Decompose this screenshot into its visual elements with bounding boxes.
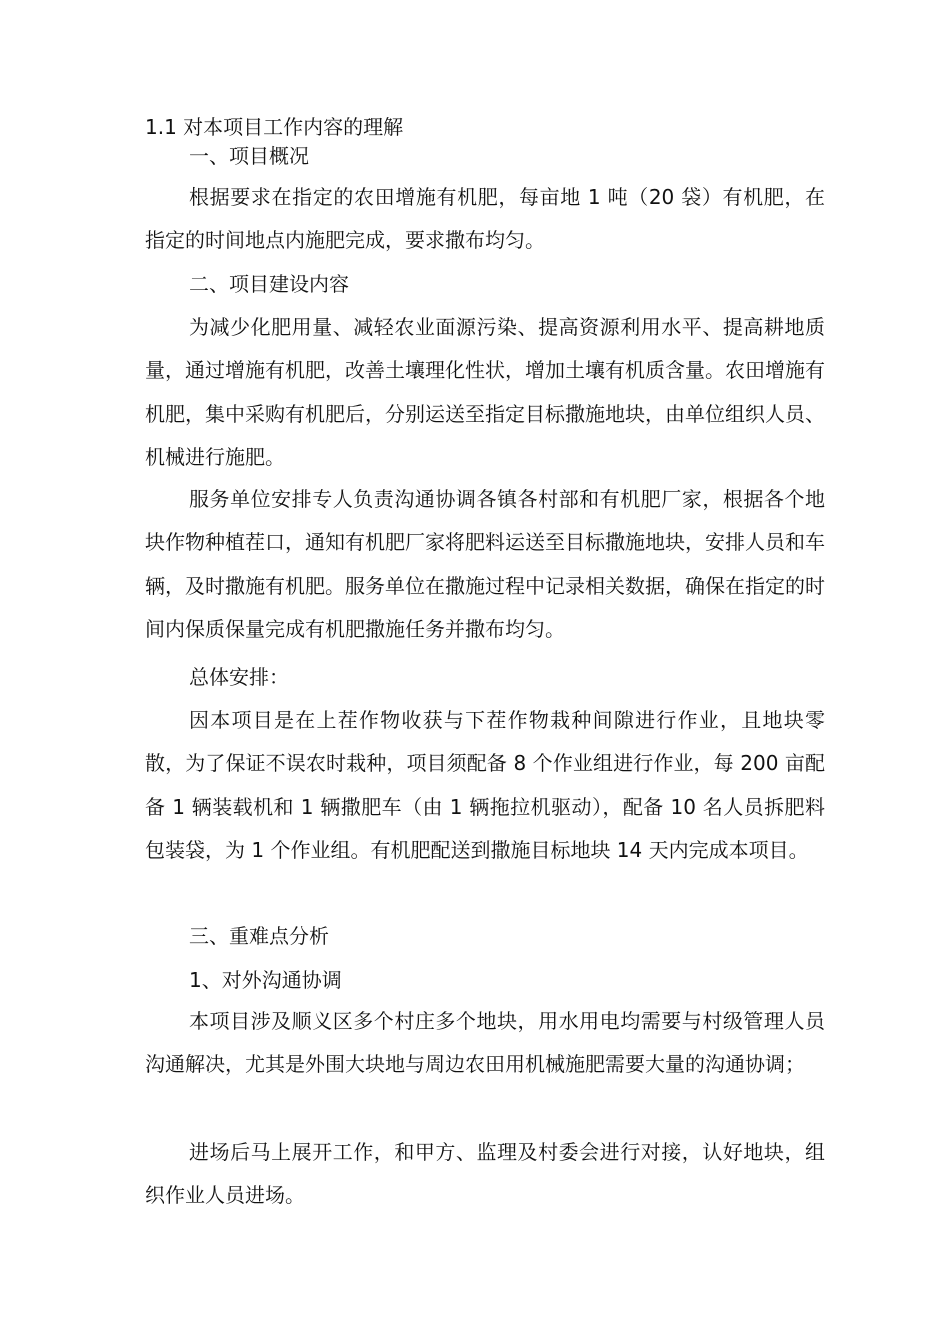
paragraph-site-entry: 进场后马上展开工作，和甲方、监理及村委会进行对接，认好地块，组织作业人员进场。: [145, 1140, 825, 1208]
heading-external-coordination: 1、对外沟通协调: [189, 968, 342, 992]
paragraph-construction-purpose: 为减少化肥用量、减轻农业面源污染、提高资源利用水平、提高耕地质量，通过增施有机肥，改善土壤理化性状，增加土壤有机质含量。农田增施有机肥，集中采购有机肥后，分别运送至指定目标撒施地块，由单位组织人员、机械进行施肥。: [145, 315, 825, 469]
heading-construction-content: 二、项目建设内容: [189, 272, 349, 296]
section-title: 1.1 对本项目工作内容的理解: [145, 115, 404, 139]
heading-overall-arrangement: 总体安排：: [189, 665, 289, 689]
paragraph-service-arrangement: 服务单位安排专人负责沟通协调各镇各村部和有机肥厂家，根据各个地块作物种植茬口，通知有机肥厂家将肥料运送至目标撒施地块，安排人员和车辆，及时撒施有机肥。服务单位在撒施过程中记录相关数据，确保在指定的时间内保质保量完成有机肥撒施任务并撒布均匀。: [145, 487, 825, 641]
paragraph-coordination-detail: 本项目涉及顺义区多个村庄多个地块，用水用电均需要与村级管理人员沟通解决，尤其是外围大块地与周边农田用机械施肥需要大量的沟通协调；: [145, 1009, 825, 1077]
paragraph-overall-arrangement: 因本项目是在上茬作物收获与下茬作物栽种间隙进行作业，且地块零散，为了保证不误农时栽种，项目须配备 8 个作业组进行作业，每 200 亩配备 1 辆装载机和 1 辆撒肥车（由 1 辆拖拉机驱动），配备 10 名人员拆肥料包装袋，为 1 个作业组。有机肥配送到撒施目标地块 14 天内完成本项目。: [145, 708, 825, 862]
heading-project-overview: 一、项目概况: [189, 144, 309, 168]
heading-key-difficulties: 三、重难点分析: [189, 924, 329, 948]
paragraph-overview: 根据要求在指定的农田增施有机肥，每亩地 1 吨（20 袋）有机肥，在指定的时间地点内施肥完成，要求撒布均匀。: [145, 185, 825, 253]
